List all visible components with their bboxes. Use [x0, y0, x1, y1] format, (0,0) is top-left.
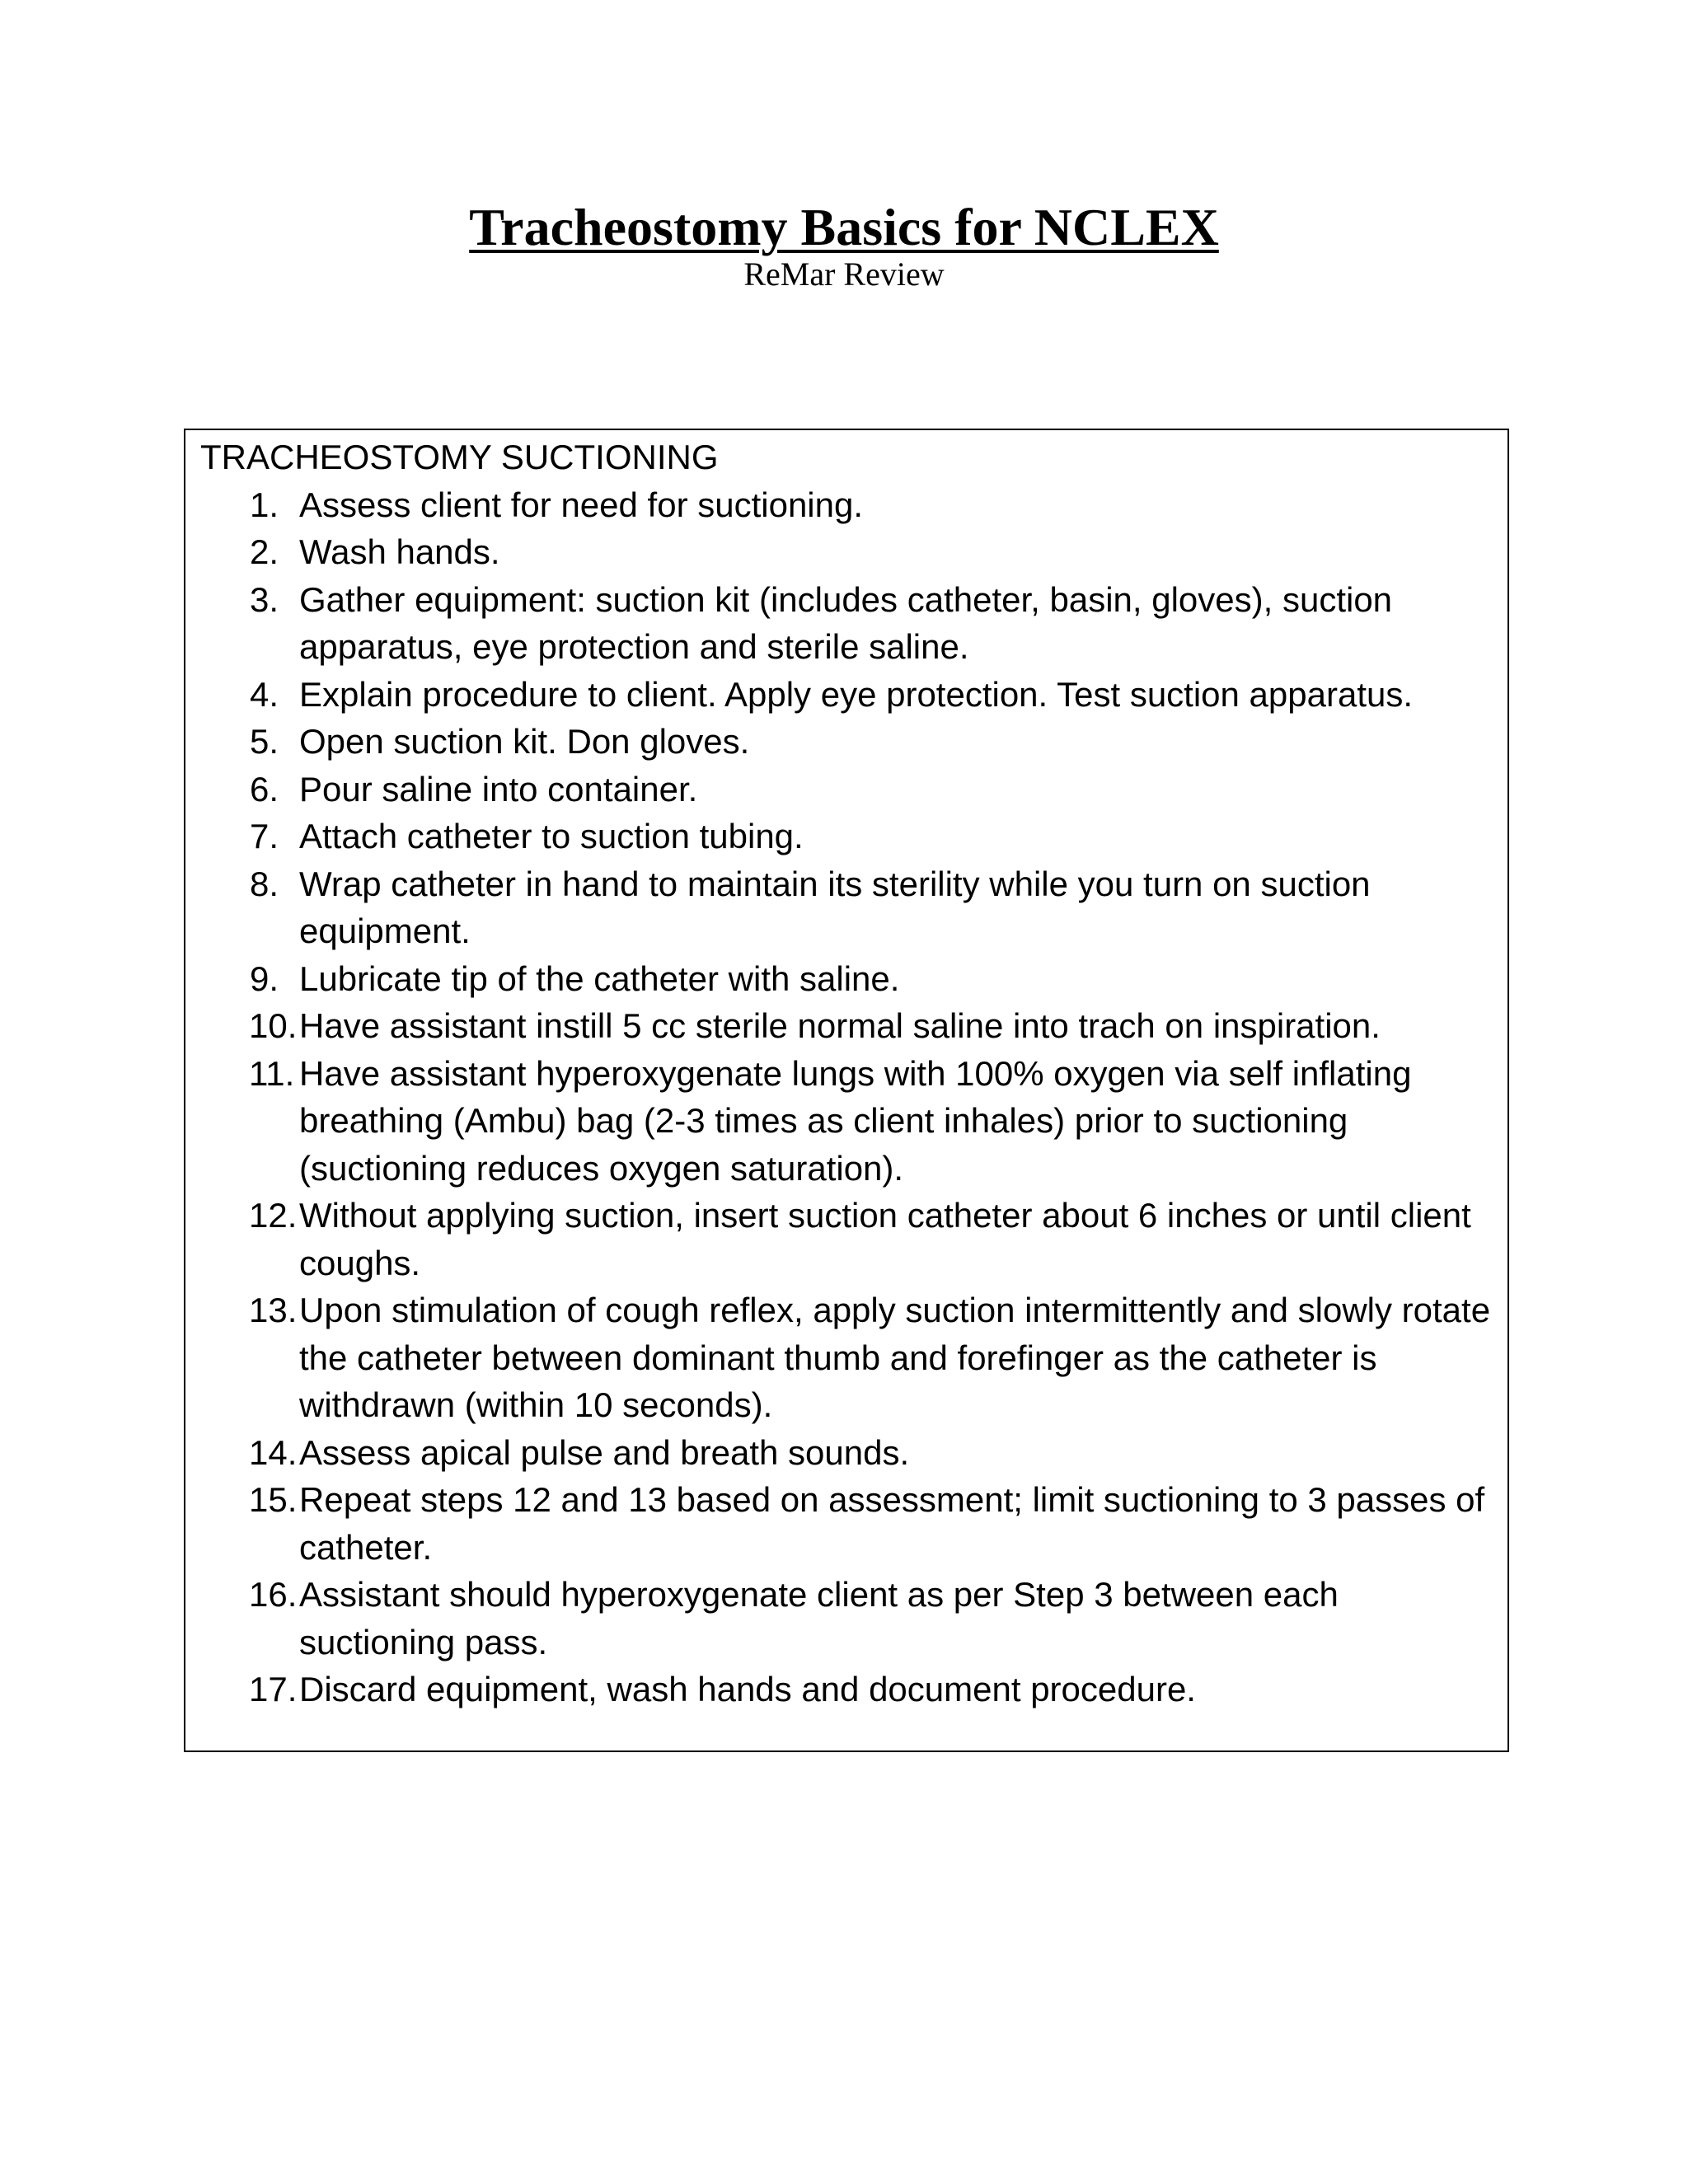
step-number: 7.	[250, 817, 279, 855]
step-text: Pour saline into container.	[299, 769, 698, 808]
document-title: Tracheostomy Basics for NCLEX	[469, 198, 1219, 256]
step-10	[200, 1002, 1494, 1050]
step-text: Lubricate tip of the catheter with saline.	[299, 958, 900, 998]
steps-list	[200, 481, 1494, 1713]
step-12	[200, 1192, 1494, 1286]
step-text: Have assistant hyperoxygenate lungs with 100% oxygen via self inflating breathing (Ambu) bag (2-3 times as client inhales) prior to suctioning (suctioning reduces oxygen saturation).	[299, 1053, 1412, 1188]
step-number: 14.	[249, 1432, 298, 1472]
step-4	[200, 671, 1494, 719]
step-1	[200, 481, 1494, 529]
step-15	[200, 1476, 1494, 1571]
step-number: 1.	[250, 485, 279, 524]
step-text: Attach catheter to suction tubing.	[299, 817, 804, 855]
step-number: 9.	[250, 958, 279, 998]
step-number: 11.	[249, 1053, 295, 1093]
step-text: Assess apical pulse and breath sounds.	[299, 1432, 910, 1472]
step-text: Wrap catheter in hand to maintain its sterility while you turn on suction equipment.	[299, 864, 1371, 950]
step-number: 10.	[249, 1006, 298, 1045]
step-number: 5.	[250, 722, 279, 761]
step-number: 4.	[250, 674, 279, 714]
step-9	[200, 955, 1494, 1003]
step-text: Open suction kit. Don gloves.	[299, 722, 750, 761]
document-subtitle: ReMar Review	[743, 255, 945, 293]
step-number: 3.	[250, 579, 279, 619]
step-text: Discard equipment, wash hands and document procedure.	[299, 1670, 1196, 1708]
step-3	[200, 576, 1494, 671]
step-number: 13.	[249, 1291, 298, 1329]
procedure-box	[184, 429, 1509, 1752]
step-number: 6.	[250, 769, 279, 808]
step-text: Wash hands.	[299, 532, 500, 571]
step-8	[200, 860, 1494, 955]
step-6	[200, 766, 1494, 813]
step-7	[200, 813, 1494, 860]
step-13	[200, 1286, 1494, 1429]
step-text: Without applying suction, insert suction catheter about 6 inches or until client coughs.	[299, 1196, 1471, 1282]
step-number: 8.	[250, 864, 279, 903]
box-heading: TRACHEOSTOMY SUCTIONING	[200, 438, 719, 476]
step-number: 15.	[249, 1480, 298, 1519]
step-17	[200, 1666, 1494, 1713]
step-number: 17.	[249, 1670, 298, 1708]
step-text: Gather equipment: suction kit (includes catheter, basin, gloves), suction apparatus, eye protection and sterile saline.	[299, 579, 1393, 666]
step-text: Assistant should hyperoxygenate client as per Step 3 between each suctioning pass.	[299, 1575, 1339, 1661]
step-text: Repeat steps 12 and 13 based on assessment; limit suctioning to 3 passes of catheter.	[299, 1480, 1485, 1567]
step-text: Have assistant instill 5 cc sterile normal saline into trach on inspiration.	[299, 1006, 1381, 1045]
step-number: 12.	[249, 1196, 298, 1235]
step-number: 16.	[249, 1575, 298, 1614]
step-text: Explain procedure to client. Apply eye protection. Test suction apparatus.	[299, 674, 1414, 714]
step-16	[200, 1571, 1494, 1666]
step-5	[200, 718, 1494, 766]
step-11	[200, 1050, 1494, 1193]
step-text: Assess client for need for suctioning.	[299, 485, 864, 524]
step-14	[200, 1429, 1494, 1477]
step-number: 2.	[250, 532, 279, 571]
step-text: Upon stimulation of cough reflex, apply suction intermittently and slowly rotate the catheter between dominant thumb and forefinger as the catheter is withdrawn (within 10 seconds).	[299, 1291, 1491, 1424]
step-2	[200, 528, 1494, 576]
